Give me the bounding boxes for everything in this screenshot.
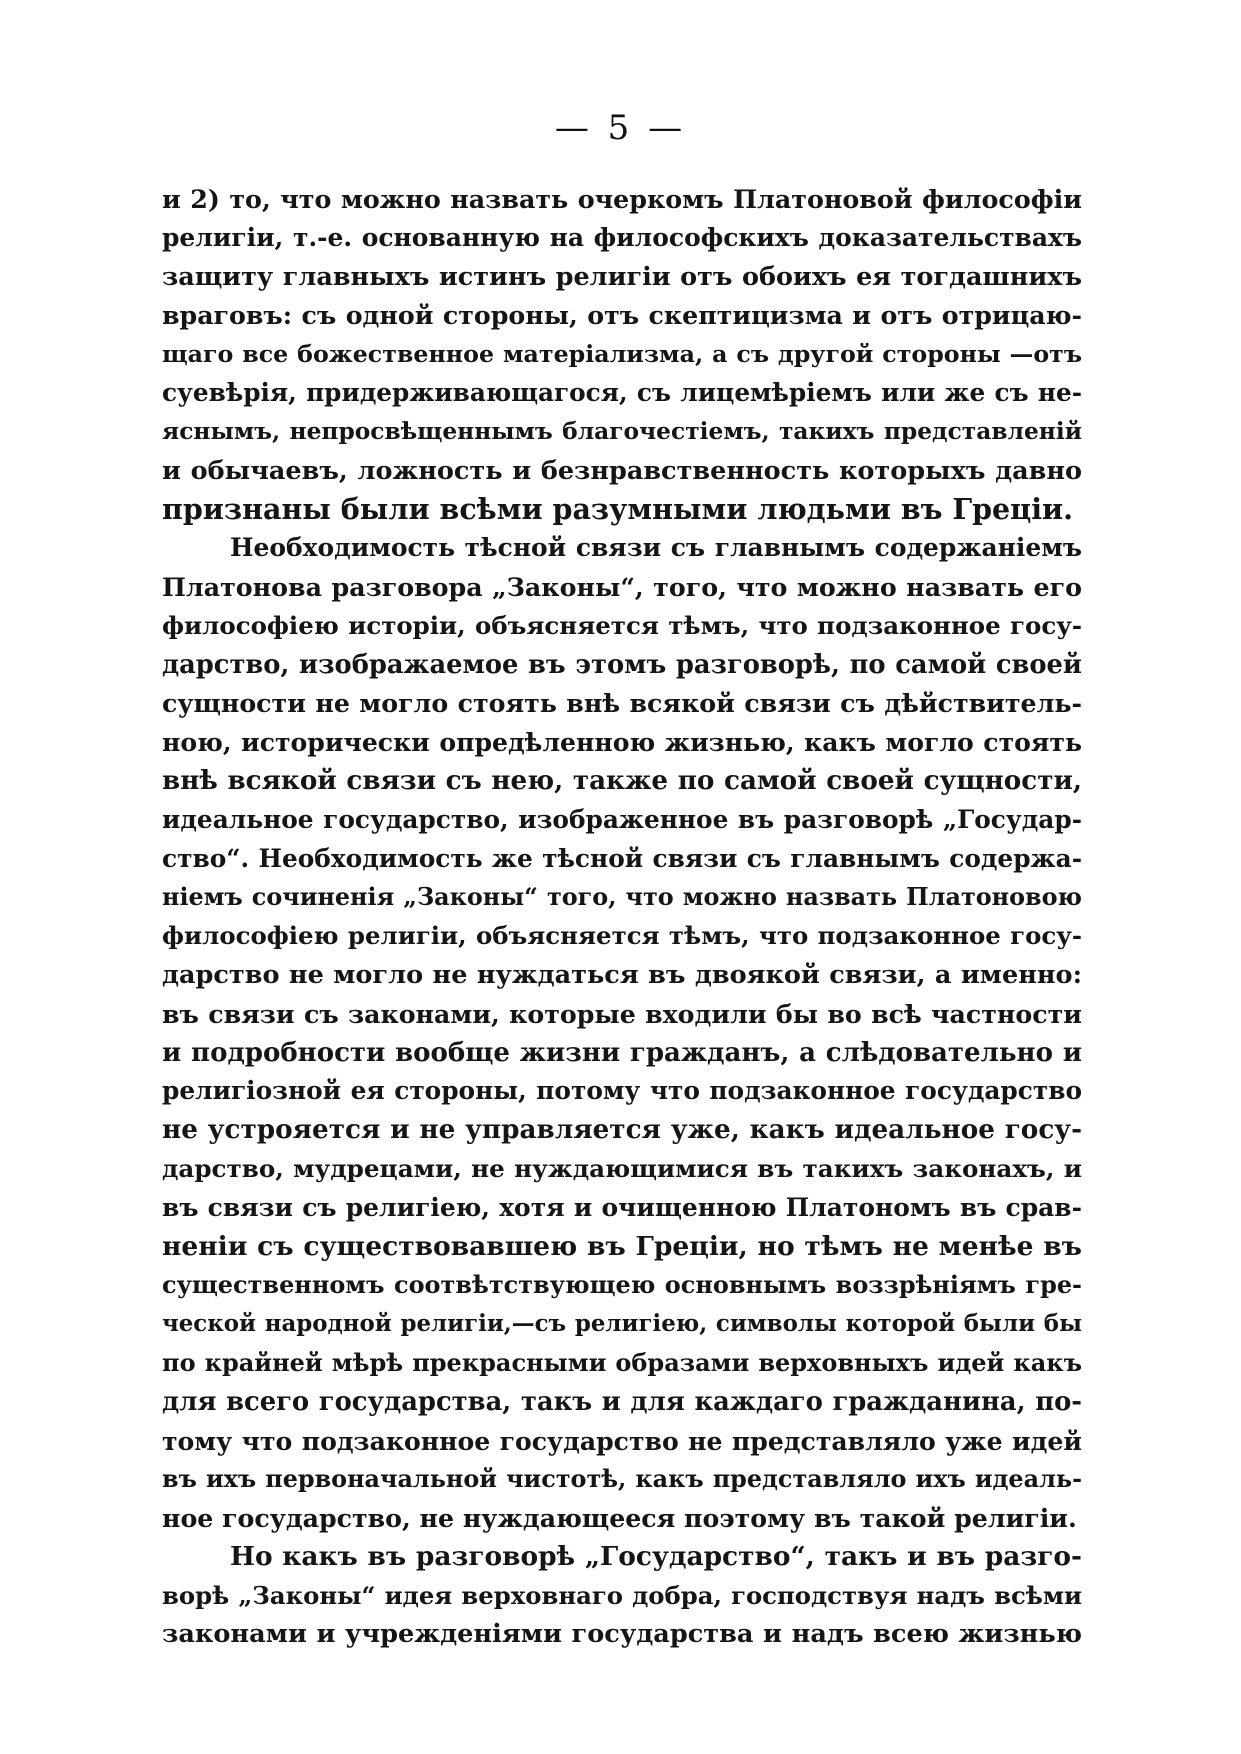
text-line: не устрояется и не управляется уже, какъ идеальное госу- [162, 1114, 1082, 1146]
text-line: защиту главныхъ истинъ религіи отъ обоихъ ея тогдашнихъ [162, 261, 1082, 292]
text-line: въ связи съ религіею, хотя и очищенною Платономъ въ срав- [162, 1192, 1082, 1222]
text-line: враговъ: съ одной стороны, отъ скептицизма и отъ отрицаю- [162, 300, 1082, 331]
text-line: ною, исторически опредѣленною жизнью, какъ могло стоять [162, 727, 1082, 758]
text-line: ніемъ сочиненія „Законы“ того, что можно назвать Платоновою [162, 883, 1082, 912]
text-line: сущности не могло стоять внѣ всякой связи съ дѣйствитель- [162, 688, 1082, 719]
text-line: ное государство, не нуждающееся поэтому въ такой религіи. [162, 1503, 1077, 1534]
text-line: религіозной ея стороны, потому что подзаконное государство [162, 1076, 1082, 1106]
text-line: для всего государства, такъ и для каждаго гражданина, по- [162, 1386, 1082, 1417]
body-text [162, 180, 1082, 1654]
text-line: суевѣрія, придерживающагося, съ лицемѣріемъ или же съ не- [162, 377, 1082, 407]
text-line: и 2) то, что можно назвать очеркомъ Платоновой философіи [162, 184, 1082, 214]
text-line: религіи, т.-е. основанную на философскихъ доказательствахъ [162, 222, 1082, 252]
page-number: — 5 — [554, 108, 687, 148]
text-line: философіею исторіи, объясняется тѣмъ, что подзаконное госу- [162, 610, 1082, 640]
text-line: дарство, изображаемое въ этомъ разговорѣ, по самой своей [162, 649, 1082, 680]
text-line: признаны были всѣми разумными людьми въ Греціи. [162, 492, 1074, 527]
text-line: въ связи съ законами, которые входили бы во всѣ частности [162, 998, 1082, 1029]
text-line: ческой народной религіи,—съ религіею, символы которой были бы [162, 1311, 1082, 1338]
text-line: и обычаевъ, ложность и безнравственность которыхъ давно [162, 455, 1082, 486]
text-line: законами и учрежденіями государства и надъ всею жизнью [162, 1619, 1082, 1650]
text-line: внѣ всякой связи съ нею, также по самой своей сущности, [162, 764, 1082, 796]
text-line: щаго все божественное матеріализма, а съ другой стороны —отъ [162, 340, 1082, 369]
text-line: дарство, мудрецами, не нуждающимися въ такихъ законахъ, и [162, 1153, 1082, 1183]
text-line: неніи съ существовавшею въ Греціи, но тѣмъ не менѣе въ [162, 1230, 1082, 1262]
text-line: тому что подзаконное государство не представляло уже идей [162, 1425, 1082, 1456]
text-line: существенномъ соотвѣтствующею основнымъ воззрѣніямъ гре- [162, 1271, 1082, 1300]
text-line: Платонова разговора „Законы“, того, что можно назвать его [162, 571, 1082, 602]
text-line: ство“. Необходимость же тѣсной связи съ главнымъ содержа- [162, 843, 1082, 873]
text-line: философіею религіи, объясняется тѣмъ, что подзаконное госу- [162, 921, 1082, 951]
text-line: въ ихъ первоначальной чистотѣ, какъ представляло ихъ идеаль- [162, 1465, 1082, 1494]
text-line: ворѣ „Законы“ идея верховнаго добра, господствуя надъ всѣми [162, 1580, 1082, 1610]
text-line: по крайней мѣрѣ прекрасными образами верховныхъ идей какъ [162, 1347, 1082, 1377]
text-line: и подробности вообще жизни гражданъ, а слѣдовательно и [162, 1037, 1082, 1068]
text-line: яснымъ, непросвѣщеннымъ благочестіемъ, такихъ представленій [162, 417, 1082, 445]
text-line: дарство не могло не нуждаться въ двоякой связи, а именно: [162, 959, 1082, 990]
text-line: Необходимость тѣсной связи съ главнымъ содержаніемъ [230, 533, 1082, 563]
text-line: идеальное государство, изображенное въ разговорѣ „Государ- [162, 804, 1082, 834]
text-line: Но какъ въ разговорѣ „Государство“, такъ и въ разго- [230, 1540, 1082, 1572]
